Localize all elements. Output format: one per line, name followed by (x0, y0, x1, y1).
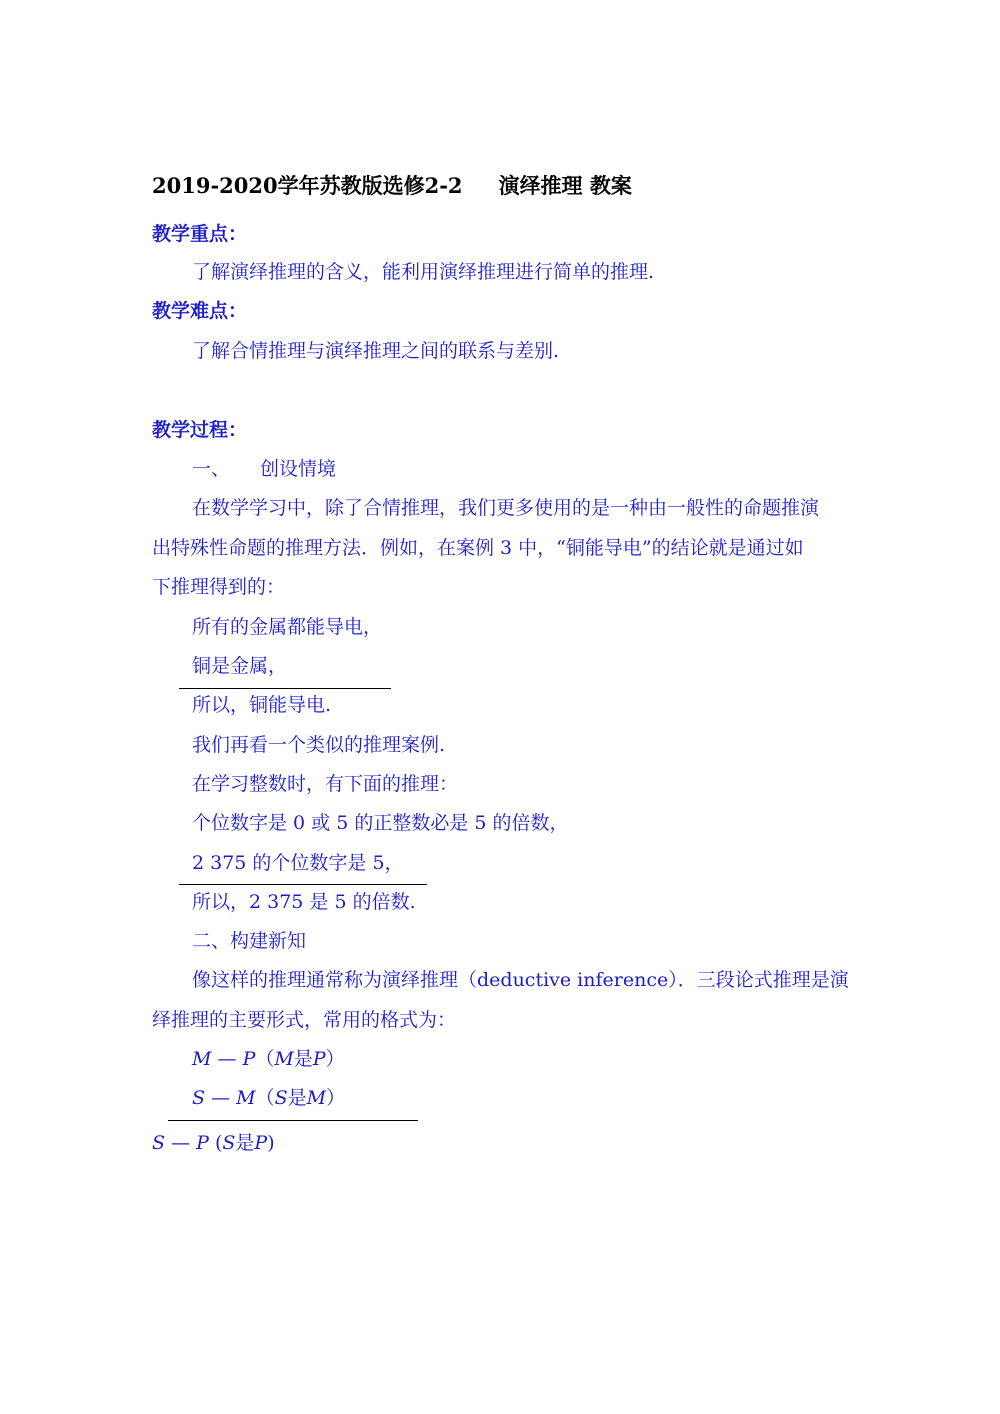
formula-major-close: ） (325, 1048, 345, 1070)
formula-major-note-p: P (312, 1048, 326, 1070)
heading-focus: 教学重点： (152, 223, 248, 245)
formula-minor-dash: — (205, 1087, 237, 1109)
formula-major (192, 1047, 345, 1071)
formula-minor-note-m: M (306, 1087, 327, 1109)
formula-major-is: 是 (293, 1048, 313, 1070)
formula-conclusion-dash: — (165, 1132, 197, 1154)
paragraph1-line3: 下推理得到的： (152, 576, 286, 598)
syllogism2-rule (179, 884, 427, 885)
syllogism1-minor: 铜是金属， (192, 655, 288, 677)
formula-conclusion-close: ) (267, 1132, 275, 1154)
formula-minor-term-s: S (192, 1087, 206, 1109)
formula-major-dash: — (211, 1048, 243, 1070)
formula-minor-close: ） (326, 1087, 346, 1109)
difficulty-text: 了解合情推理与演绎推理之间的联系与差别. (192, 340, 560, 362)
formula-minor-is: 是 (287, 1087, 307, 1109)
paragraph4-line1: 像这样的推理通常称为演绎推理（deductive inference）．三段论式推理是演 (192, 969, 849, 991)
formula-conclusion-note-p: P (254, 1132, 268, 1154)
formula-conclusion (152, 1131, 275, 1155)
formula-minor-open: （ (255, 1087, 275, 1109)
focus-text: 了解演绎推理的含义，能利用演绎推理进行简单的推理. (192, 261, 655, 283)
heading-process: 教学过程： (152, 419, 248, 441)
formula-major-term-m: M (192, 1048, 212, 1070)
syllogism2-minor: 2 375 的个位数字是 5， (192, 852, 404, 874)
section1-title: 创设情境 (260, 458, 337, 480)
section1-heading (192, 457, 336, 481)
formula-major-note-m: M (274, 1048, 294, 1070)
formula-conclusion-note-s: S (222, 1132, 236, 1154)
formula-major-term-p: P (242, 1048, 256, 1070)
syllogism1-rule (179, 688, 391, 689)
paragraph3: 在学习整数时，有下面的推理： (192, 773, 459, 795)
title-topic: 演绎推理 教案 (498, 173, 632, 198)
paragraph2: 我们再看一个类似的推理案例. (192, 734, 446, 756)
section2-heading: 二、构建新知 (192, 930, 307, 952)
heading-difficulty: 教学难点： (152, 300, 248, 322)
formula-minor-note-s: S (274, 1087, 288, 1109)
title-course: 2019-2020学年苏教版选修2-2 (152, 173, 463, 198)
syllogism2-conclusion: 所以，2 375 是 5 的倍数. (192, 891, 416, 913)
paragraph1-line1: 在数学学习中，除了合情推理，我们更多使用的是一种由一般性的命题推演 (192, 497, 820, 519)
syllogism1-conclusion: 所以，铜能导电. (192, 694, 332, 716)
formula-conclusion-is: 是 (235, 1132, 255, 1154)
syllogism2-major: 个位数字是 0 或 5 的正整数必是 5 的倍数， (192, 812, 569, 834)
syllogism1-major: 所有的金属都能导电， (192, 616, 383, 638)
paragraph4-line2: 绎推理的主要形式，常用的格式为： (152, 1009, 457, 1031)
paragraph1-line2: 出特殊性命题的推理方法．例如，在案例 3 中，“铜能导电”的结论就是通过如 (152, 537, 804, 559)
formula-major-open: （ (255, 1048, 275, 1070)
formula-minor-term-m: M (236, 1087, 256, 1109)
formula-conclusion-term-s: S (152, 1132, 166, 1154)
formula-minor (192, 1086, 345, 1110)
section1-number: 一、 (192, 458, 231, 480)
formula-conclusion-term-p: P (196, 1132, 209, 1154)
document-title (152, 174, 632, 198)
formula-conclusion-open: ( (208, 1132, 223, 1154)
formula-rule (168, 1120, 418, 1121)
